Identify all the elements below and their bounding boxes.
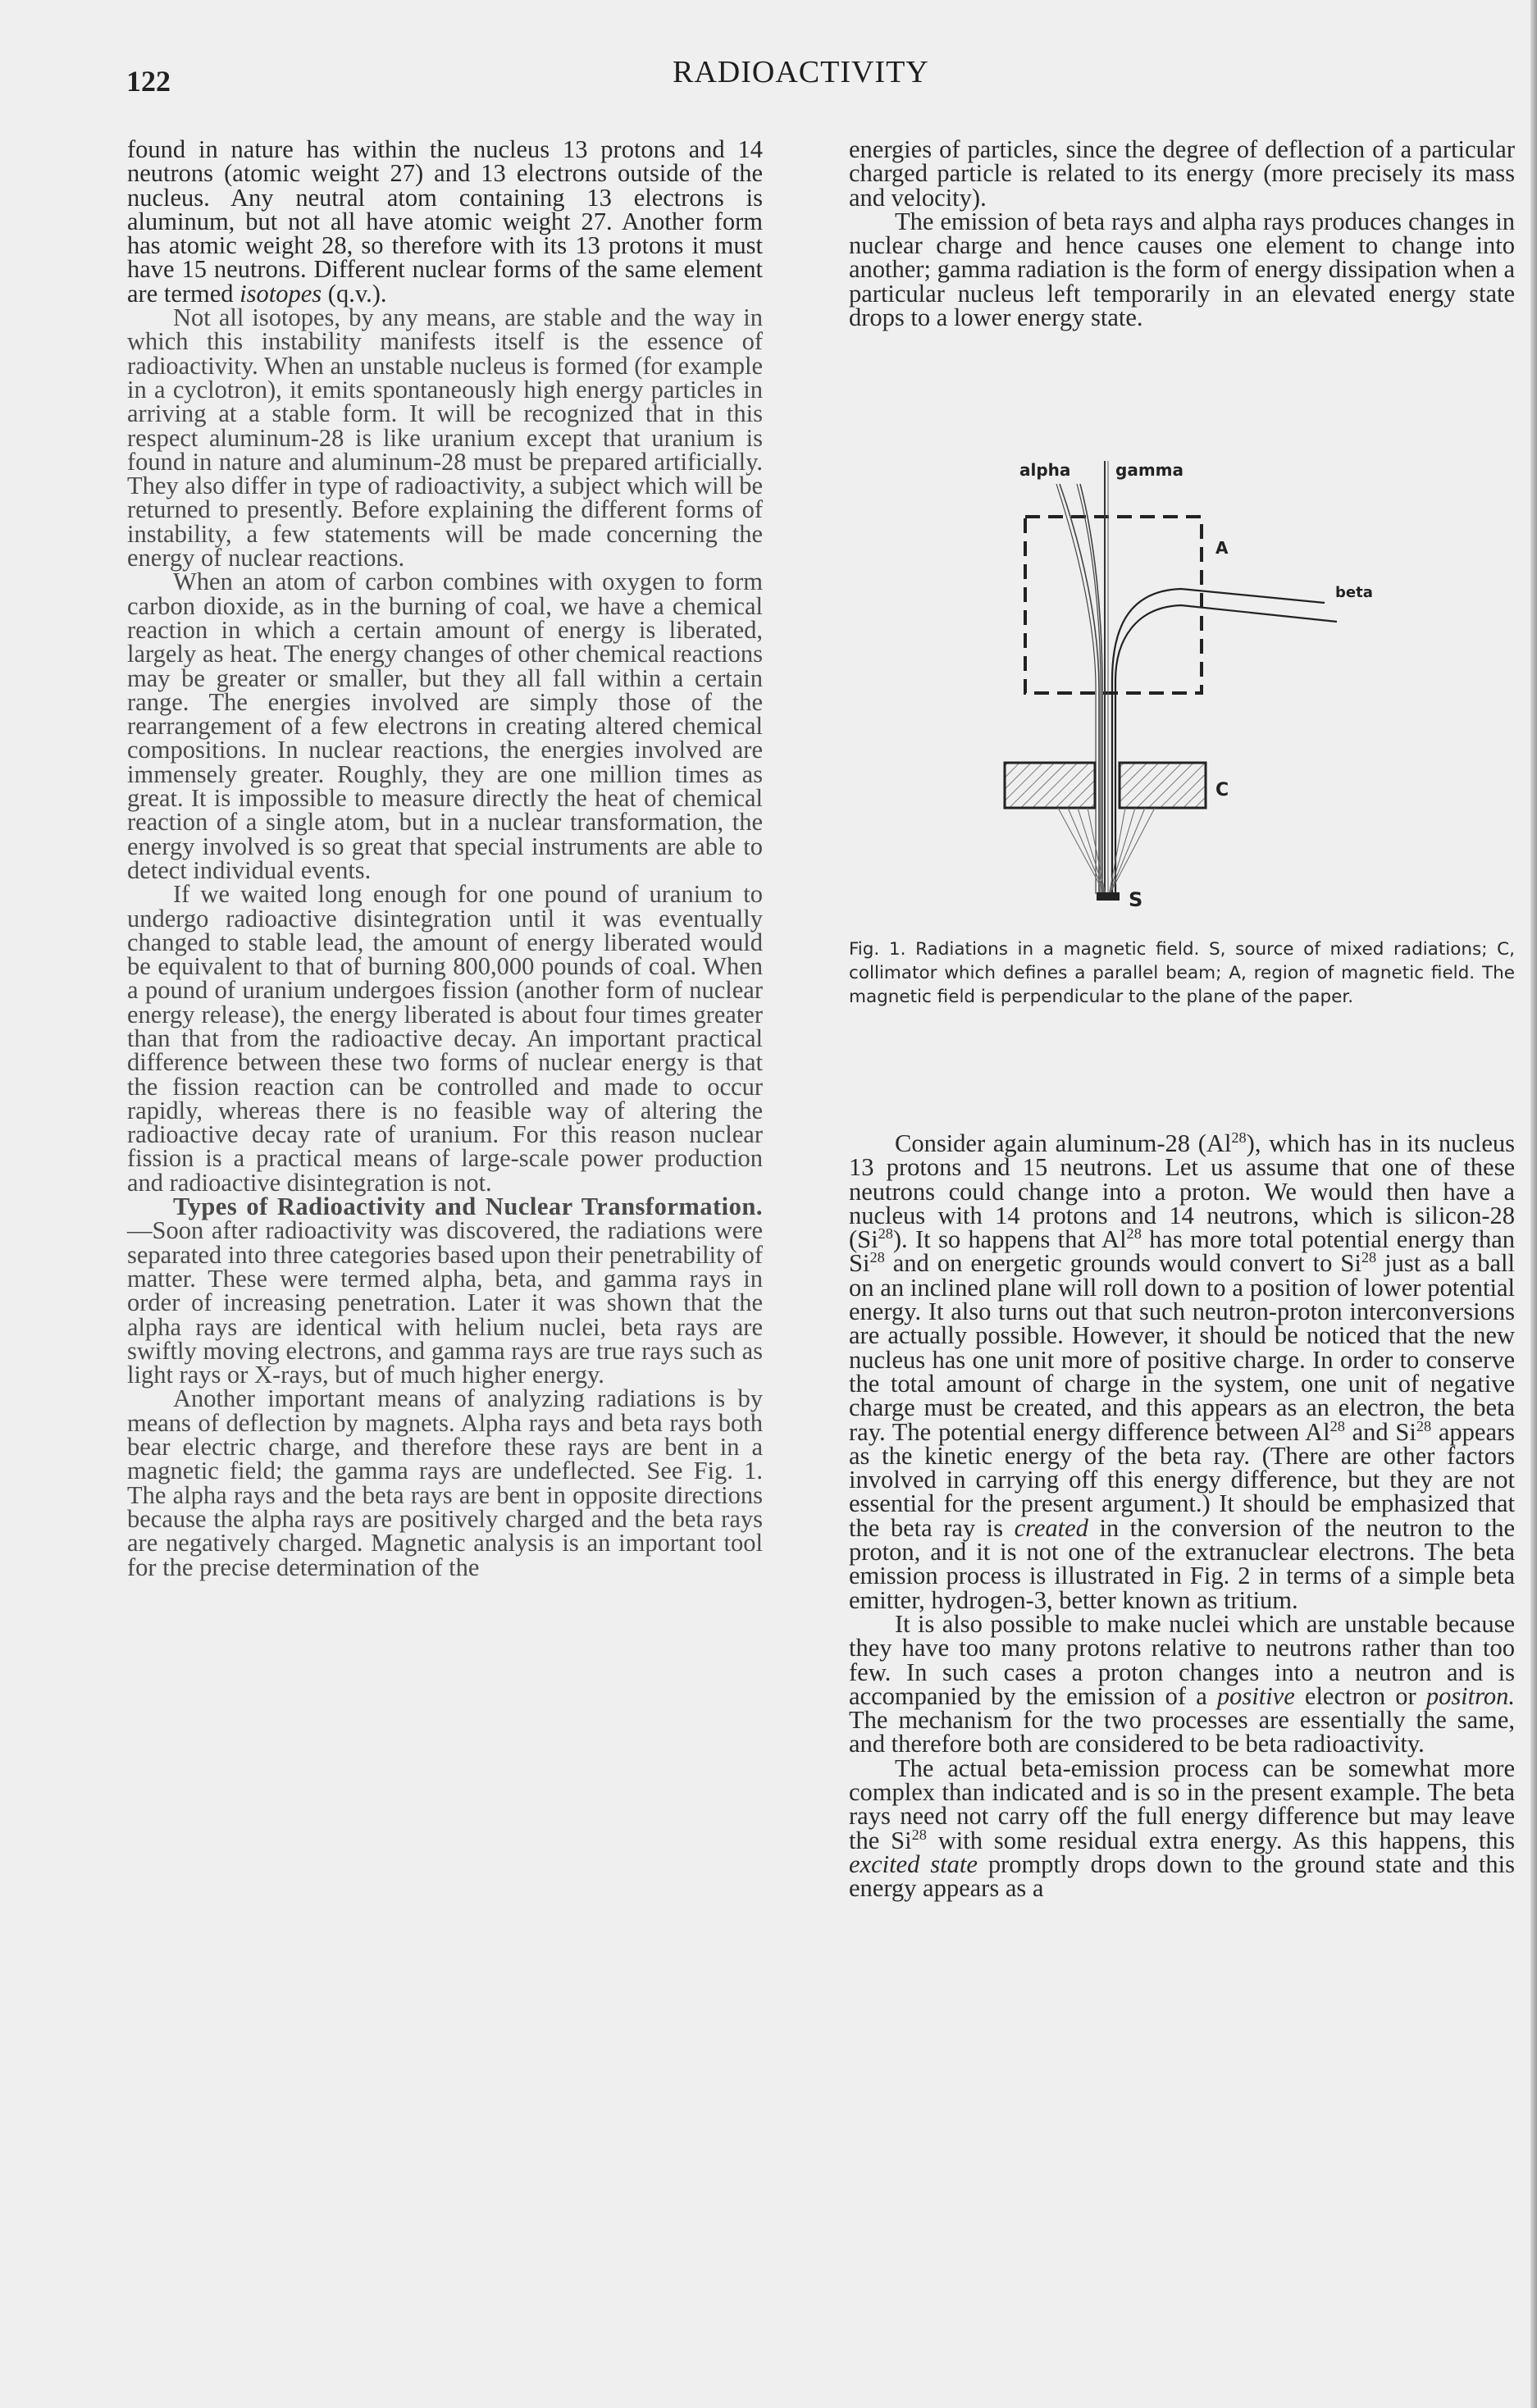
term-isotopes: isotopes	[239, 279, 322, 308]
paragraph: The actual beta-emission process can be somewhat more complex than indicated and is so in the present example. The beta rays need not carry off the full energy difference but may leave the Si$^{28}$ with some residual extra energy. As this happens, this excited state promptly drops down to the ground state and this energy appears as a	[849, 1754, 1515, 1903]
label-collimator-c: C	[1215, 780, 1229, 800]
beta-ray-path	[1115, 605, 1337, 894]
magnetic-field-diagram	[968, 443, 1394, 910]
section-heading: Types of Radioactivity and Nuclear Transformation.	[173, 1193, 763, 1221]
paragraph: If we waited long enough for one pound of uranium to undergo radioactive disintegration until it was eventually changed to stable lead, the amount of energy liberated would be equivalent to that of burning 800,000 pounds of coal. When a pound of uranium undergoes fission (another form of nuclear energy release), the energy liberated is about four times greater than that from the radioactive decay. An important practical difference between these two forms of nuclear energy is that the fission reaction can be controlled and made to occur rapidly, whereas there is no feasible way of altering the radioactive decay rate of uranium. For this reason nuclear fission is a practical means of large-scale power production and radioactive disintegration is not.	[127, 880, 763, 1197]
label-gamma: gamma	[1115, 460, 1184, 480]
paragraph: Types of Radioactivity and Nuclear Transformation.—Soon after radioactivity was discovered, the radiations were separated into three categories based upon their penetrability of matter. These were termed alpha, beta, and gamma rays in order of increasing penetration. Later it was shown that the alpha rays are identical with helium nuclei, beta rays are swiftly moving electrons, and gamma rays are true rays such as light rays or X-rays, but of much higher energy.	[127, 1193, 763, 1389]
label-source-s: S	[1129, 888, 1143, 910]
label-region-a: A	[1215, 538, 1229, 558]
right-column-bottom	[849, 1129, 1516, 1903]
beta-ray-path	[1112, 589, 1325, 894]
label-beta: beta	[1335, 584, 1373, 601]
paragraph: Not all isotopes, by any means, are stable and the way in which this instability manifests itself is the essence of radioactivity. When an unstable nucleus is formed (for example in a cyclotron), it emits spontaneously high energy particles in arriving at a stable form. It will be recognized that in this respect aluminum-28 is like uranium except that uranium is found in nature and aluminum-28 must be prepared artificially. They also differ in type of radioactivity, a subject which will be returned to presently. Before explaining the different forms of instability, a few statements will be made concerning the energy of nuclear reactions.	[127, 303, 763, 572]
page-edge	[1530, 0, 1537, 2408]
figure-1-diagram	[968, 443, 1394, 910]
paragraph: Consider again aluminum-28 (Al$^{28}$), which has in its nucleus 13 protons and 15 neutrons. Let us assume that one of these neutrons could change into a proton. We would then have a nucleus with 14 protons and 14 neutrons, which is silicon-28 (Si$^{28}$). It so happens that Al$^{28}$ has more total potential energy than Si$^{28}$ and on energetic grounds would convert to Si$^{28}$ just as a ball on an inclined plane will roll down to a position of lower potential energy. It also turns out that such neutron-proton interconversions are actually possible. However, it should be noticed that the new nucleus has one unit more of positive charge. In order to conserve the total amount of charge in the system, one unit of negative charge must be created, and this appears as an electron, the beta ray. The potential energy difference between Al$^{28}$ and Si$^{28}$ appears as the kinetic energy of the beta ray. (There are other factors involved in carrying off this energy difference, but they are not essential for the present argument.) It should be emphasized that the beta ray is created in the conversion of the neutron to the proton, and it is not one of the extranuclear electrons. The beta emission process is illustrated in Fig. 2 in terms of a simple beta emitter, hydrogen-3, better known as tritium.	[849, 1129, 1516, 1614]
alpha-ray-path	[1060, 484, 1099, 894]
collimator-right-block	[1120, 763, 1206, 808]
paragraph: The emission of beta rays and alpha rays produces changes in nuclear charge and hence causes one element to change into another; gamma radiation is the form of energy dissipation when a particular nucleus left temporarily in an elevated energy state drops to a lower energy state.	[849, 207, 1515, 332]
paragraph: It is also possible to make nuclei which are unstable because they have too many protons relative to neutrons rather than too few. In such cases a proton changes into a neutron and is accompanied by the emission of a positive electron or positron. The mechanism for the two processes are essentially the same, and therefore both are considered to be beta radioactivity.	[849, 1609, 1515, 1758]
paragraph: Another important means of analyzing radiations is by means of deflection by magnets. Alpha rays and beta rays both bear electric charge, and therefore these rays are bent in a magnetic field; the gamma rays are undeflected. See Fig. 1. The alpha rays and the beta rays are bent in opposite directions because the alpha rays are positively charged and the beta rays are negatively charged. Magnetic analysis is an important tool for the precise determination of the	[127, 1384, 763, 1581]
running-title: RADIOACTIVITY	[673, 55, 929, 89]
source-fan-rays	[1058, 808, 1155, 896]
right-column-top	[849, 135, 1515, 332]
paragraph: When an atom of carbon combines with oxygen to form carbon dioxide, as in the burning of coal, we have a chemical reaction in which a certain amount of energy is liberated, largely as heat. The energy changes of other chemical reactions may be greater or smaller, but they all fall within a certain range. The energies involved are simply those of the rearrangement of a few electrons in creating altered chemical compositions. In nuclear reactions, the energies involved are immensely greater. Roughly, they are one million times as great. It is impossible to measure directly the heat of chemical reaction of a single atom, but in a nuclear transformation, the energy involved is so great that special instruments are able to detect individual events.	[127, 568, 763, 884]
collimator-left-block	[1005, 763, 1095, 808]
label-alpha: alpha	[1019, 460, 1071, 480]
figure-caption: Fig. 1. Radiations in a magnetic field. S, source of mixed radiations; C, collimator which defines a parallel beam; A, region of magnetic field. The magnetic field is perpendicular to the plane of the paper.	[849, 939, 1515, 1007]
paragraph: energies of particles, since the degree of deflection of a particular charged particle is related to its energy (more precisely its mass and velocity).	[849, 135, 1515, 212]
paragraph: found in nature has within the nucleus 13 protons and 14 neutrons (atomic weight 27) and 13 electrons outside of the nucleus. Any neutral atom containing 13 electrons is aluminum, but not all have atomic weight 27. Another form has atomic weight 28, so therefore with its 13 protons it must have 15 neutrons. Different nuclear forms of the same element are termed isotopes (q.v.).	[127, 135, 763, 308]
page-number: 122	[126, 65, 171, 98]
left-column	[127, 135, 763, 1581]
source-block	[1097, 892, 1120, 901]
alpha-ray-path	[1077, 484, 1101, 894]
